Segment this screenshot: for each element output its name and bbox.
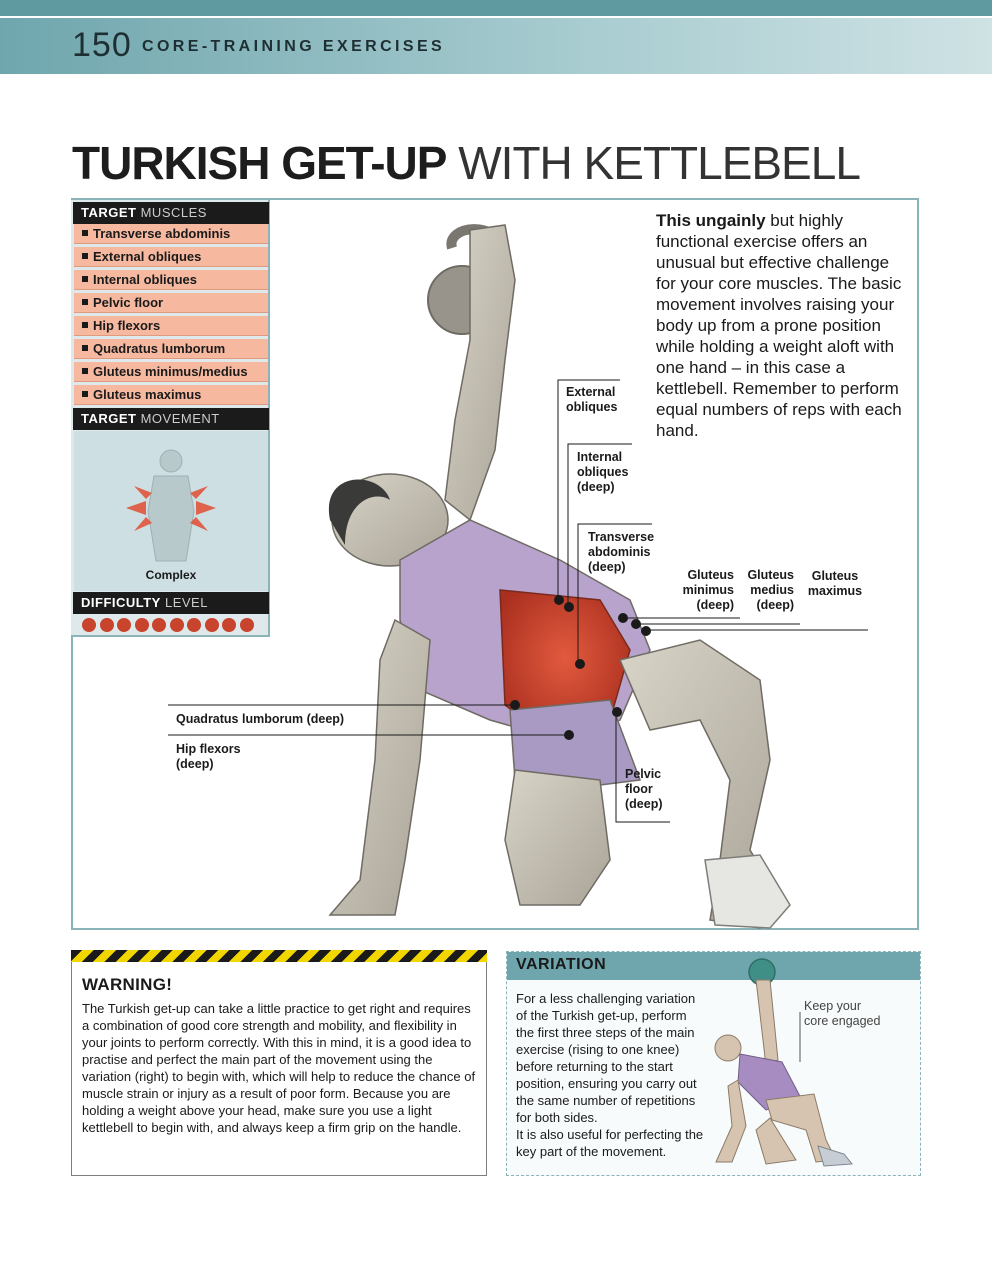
muscle-label: Gluteus maximus [93, 387, 202, 402]
intro-text: but highly functional exercise offers an unusual but effective challenge for your core muscles. The basic movement involves raising your body up from a prone position while holding a weight aloft with one hand – in this case a kettlebell. Remember to perform equal numbers of reps with each hand. [656, 211, 902, 440]
label-gluteus-minimus: Gluteus minimus (deep) [682, 568, 734, 612]
variation-text: For a less challenging variation of the Turkish get-up, perform the first three steps of the main exercise (rising to one knee) before returning to the start position, ensuring you carry out the same number of repetitions for both sides. It is also useful for perfecting the key part of the movement. [516, 991, 704, 1159]
muscle-item [74, 339, 268, 359]
bullet-icon [82, 299, 88, 305]
heading-light: LEVEL [160, 595, 208, 610]
movement-graphic [74, 431, 268, 591]
label-external-obliques: External obliques [566, 385, 618, 414]
bullet-icon [82, 391, 88, 397]
difficulty-dot [117, 618, 131, 632]
muscle-item [74, 247, 268, 267]
intro-paragraph [656, 210, 906, 441]
muscle-item [74, 316, 268, 336]
title-light: WITH KETTLEBELL [446, 137, 860, 189]
variation-note: Keep your core engaged [804, 999, 881, 1028]
bullet-icon [82, 230, 88, 236]
difficulty-heading [73, 592, 269, 614]
heading-bold: TARGET [81, 411, 137, 426]
difficulty-dot [135, 618, 149, 632]
label-pelvic-floor: Pelvic floor (deep) [625, 767, 663, 811]
heading-bold: TARGET [81, 205, 137, 220]
bullet-icon [82, 345, 88, 351]
difficulty-dot [152, 618, 166, 632]
movement-label: Complex [145, 568, 197, 582]
intro-lead: This ungainly [656, 211, 766, 230]
muscle-item [74, 293, 268, 313]
difficulty-dot [82, 618, 96, 632]
shoe [705, 855, 790, 928]
complex-movement-icon [74, 431, 268, 571]
warning-title: WARNING! [82, 975, 173, 994]
muscle-label: Gluteus minimus/medius [93, 364, 248, 379]
section-title: CORE-TRAINING EXERCISES [142, 38, 446, 55]
label-internal-obliques: Internal obliques (deep) [577, 450, 629, 494]
warning-stripe [71, 950, 487, 962]
muscle-label: Pelvic floor [93, 295, 164, 310]
muscle-label: External obliques [93, 249, 202, 264]
label-transverse-abdominis: Transverse abdominis (deep) [588, 530, 655, 574]
muscle-item [74, 362, 268, 382]
difficulty-dot [205, 618, 219, 632]
bullet-icon [82, 253, 88, 259]
heading-bold: DIFFICULTY [81, 595, 161, 610]
difficulty-dot [100, 618, 114, 632]
muscle-item [74, 224, 268, 244]
difficulty-dots [82, 618, 257, 632]
warning-text: The Turkish get-up can take a little practice to get right and requires a combination of good core strength and mobility, and flexibility in your joints to perform correctly. With this in mind, it is a good idea to practise and perfect the main part of the movement using the variation (right) to begin with, which will help to reduce the chance of muscle strain or injury as a result of poor form. Because you are holding a weight above your head, make sure you use a light kettlebell to begin with, and always keep a firm grip on the handle. [82, 1001, 476, 1135]
page-number: 150 [72, 26, 132, 64]
muscle-item [74, 385, 268, 405]
target-movement-heading [73, 408, 269, 430]
heading-light: MUSCLES [136, 205, 207, 220]
label-gluteus-maximus: Gluteus maximus [807, 569, 863, 598]
muscle-label: Internal obliques [93, 272, 198, 287]
muscle-item [74, 270, 268, 290]
title-bold: TURKISH GET-UP [72, 137, 447, 189]
difficulty-dot [170, 618, 184, 632]
difficulty-dot [187, 618, 201, 632]
muscle-label: Quadratus lumborum [93, 341, 226, 356]
muscle-label: Hip flexors [93, 318, 161, 333]
bullet-icon [82, 322, 88, 328]
label-quadratus-lumborum: Quadratus lumborum (deep) [176, 712, 345, 726]
bullet-icon [82, 368, 88, 374]
variation-illustration [706, 950, 906, 1172]
support-arm [330, 620, 430, 915]
kneeling-leg [505, 770, 610, 905]
difficulty-dot [222, 618, 236, 632]
variation-title: VARIATION [516, 956, 607, 973]
label-hip-flexors: Hip flexors (deep) [176, 742, 241, 771]
label-gluteus-medius: Gluteus medius (deep) [747, 568, 794, 612]
bullet-icon [82, 276, 88, 282]
target-muscles-heading [73, 202, 269, 224]
heading-light: MOVEMENT [136, 411, 220, 426]
difficulty-dot [240, 618, 254, 632]
muscle-label: Transverse abdominis [93, 226, 231, 241]
